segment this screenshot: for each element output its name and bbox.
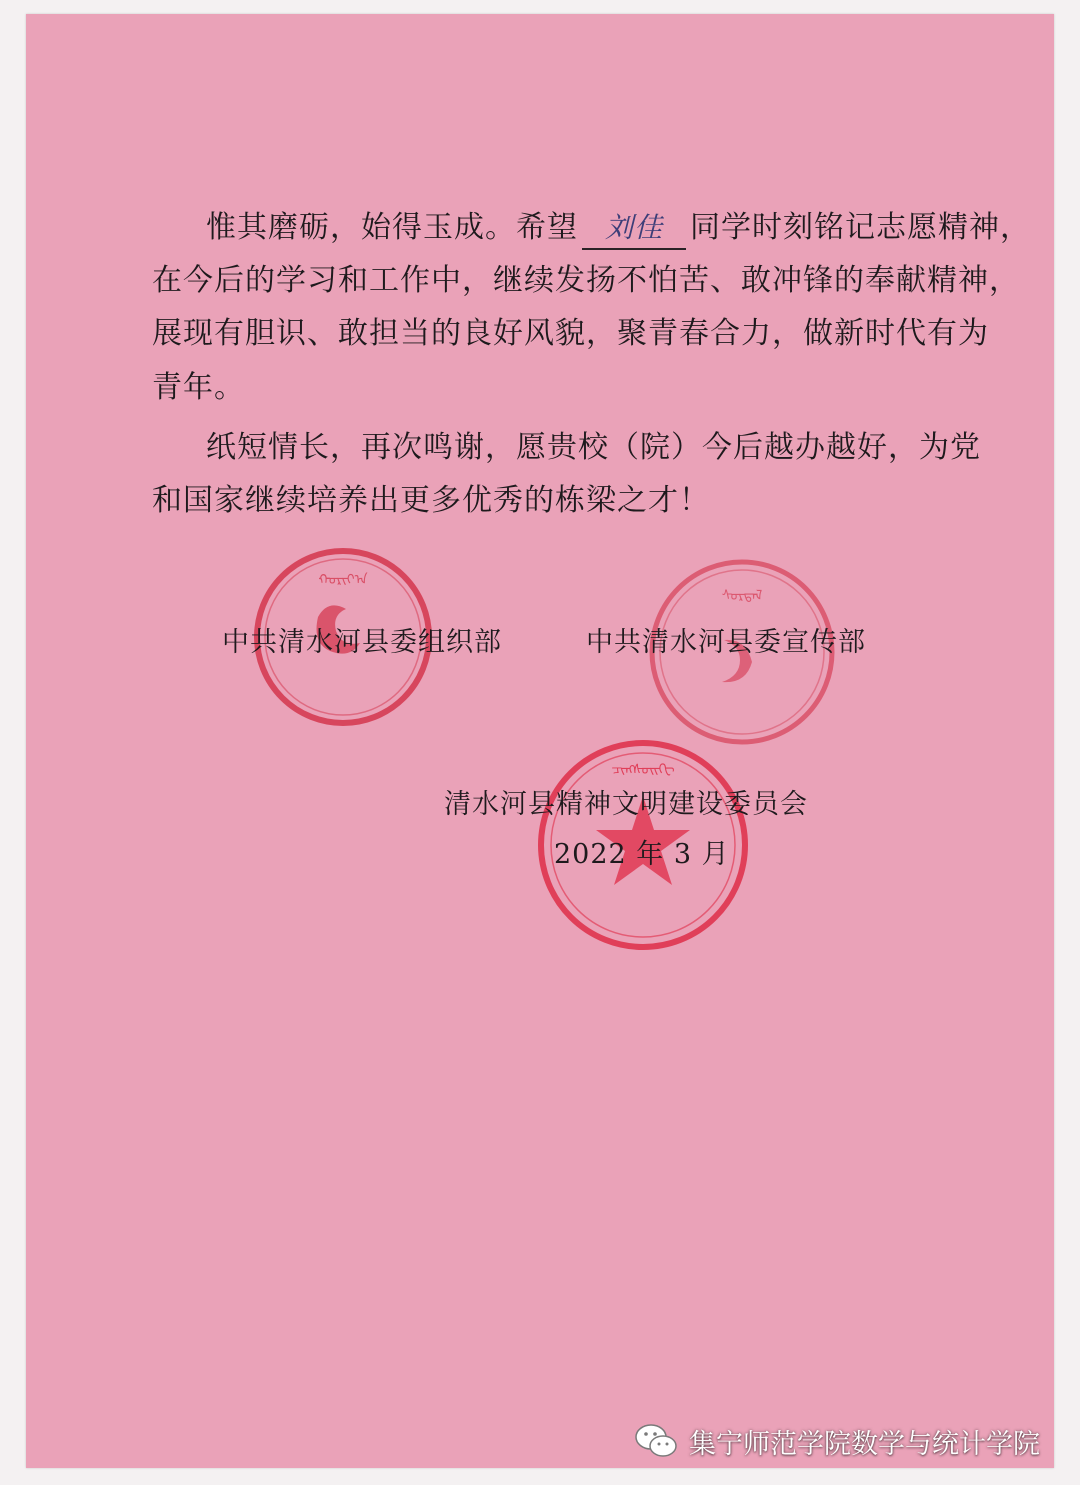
body-line-2: 在今后的学习和工作中，继续发扬不怕苦、敢冲锋的奉献精神， [152,263,1020,298]
wechat-icon [633,1421,679,1461]
student-name-blank [582,208,686,250]
body-line-1 [206,208,1031,250]
svg-text:ᠬᠣᠷᠢᠶ᠎ᠠ: ᠬᠣᠷᠢᠶ᠎ᠠ [318,572,368,588]
svg-text:ᠰᠤᠷᠲᠠᠯ: ᠰᠤᠷᠲᠠᠯ [721,588,763,604]
svg-text:ᠴᠢᠩᠰᠤᠢᠬᠧ: ᠴᠢᠩᠰᠤᠢᠬᠧ [611,762,675,778]
body-line-5: 纸短情长，再次鸣谢，愿贵校（院）今后越办越好，为党 [206,430,981,465]
letter-page [26,14,1054,1468]
body-line-1-start: 惟其磨砺，始得玉成。希望 [206,210,578,245]
committee-signature: 清水河县精神文明建设委员会 [444,789,808,820]
body-line-1-end: 同学时刻铭记志愿精神， [690,210,1031,245]
org-dept-signature: 中共清水河县委组织部 [222,627,502,658]
watermark-text: 集宁师范学院数学与统计学院 [689,1428,1040,1460]
student-name: 刘佳 [604,211,663,244]
body-line-6: 和国家继续培养出更多优秀的栋梁之才！ [152,483,710,518]
body-line-3: 展现有胆识、敢担当的良好风貌，聚青春合力，做新时代有为 [152,316,989,351]
propaganda-dept-signature: 中共清水河县委宣传部 [586,627,866,658]
body-line-4: 青年。 [152,370,245,405]
account-watermark [633,1418,1040,1464]
signature-date: 2022 年 3 月 [554,839,730,870]
